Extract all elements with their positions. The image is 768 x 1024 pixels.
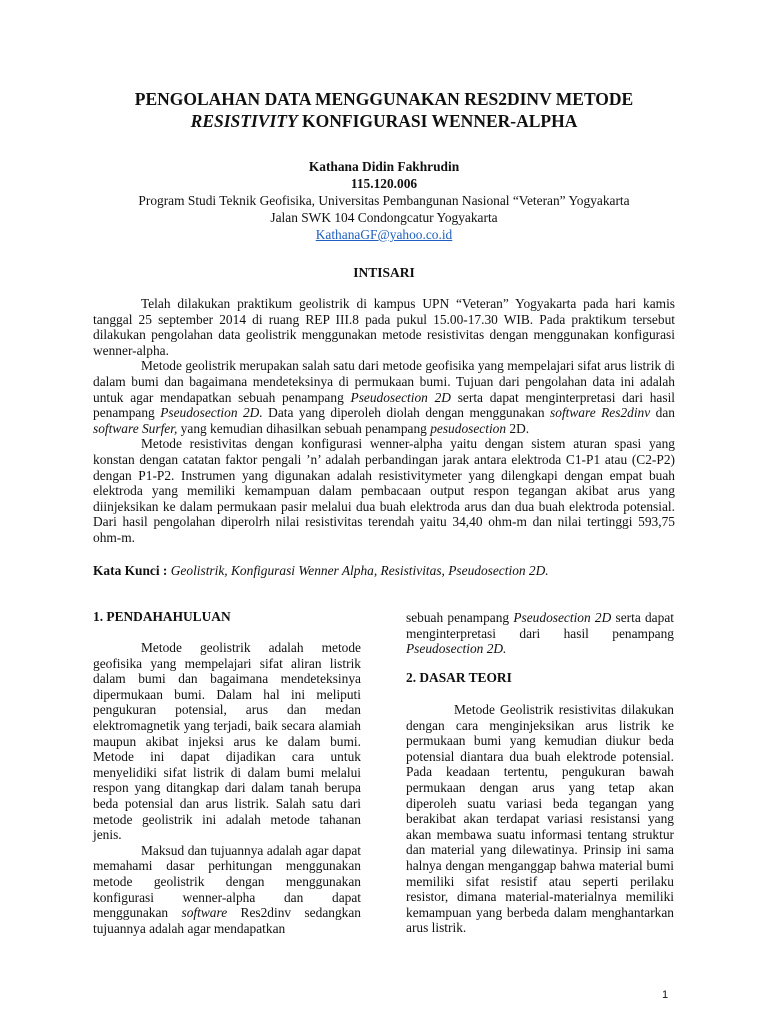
keywords-label: Kata Kunci : [93, 563, 168, 578]
section-1-body [93, 640, 361, 936]
author-id: 115.120.006 [350, 176, 418, 191]
abstract-paragraph-2 [93, 358, 675, 436]
section-1-continued-text [406, 610, 674, 657]
section-1-p2-text-b: Res2dinv sedangkan tujuannya adalah agar mendapatkan [93, 905, 361, 936]
continuation-italic-2: Pseudosection 2D. [406, 641, 507, 657]
section-1-p2-italic: software [181, 905, 228, 921]
title-line-1: PENGOLAHAN DATA MENGGUNAKAN RES2DINV METODE [134, 89, 634, 109]
abstract-paragraph-1: Telah dilakukan praktikum geolistrik di kampus UPN “Veteran” Yogyakarta pada hari kamis tanggal 25 september 2014 di ruang REP III.8 pada pukul 15.00-17.30 WIB. Pada praktikum tersebut dilakukan pengolahan data geolistrik menggunakan metode resistivitas dengan menggunakan konfigurasi wenner-alpha. [93, 296, 675, 358]
continuation-italic-1: Pseudosection 2D [513, 610, 612, 625]
paper-title [60, 88, 708, 132]
abstract-p2-italic-4: software Surfer, [93, 420, 178, 436]
page-number: 1 [662, 989, 669, 1001]
section-2-paragraph-1: Metode Geolistrik resistivitas dilakukan dengan cara menginjeksikan arus listrik ke permukaan bumi yang kemudian diukur beda potensial diantara dua buah elektrode potensial. Pada keadaan tertentu, pengukuran bawah permukaan dengan arus yang tetap akan diperoleh suatu variasi beda tegangan yang berakibat akan terdapat variasi resistansi yang akan membawa suatu informasi tentang struktur dan material yang dilewatinya. Prinsip ini sama halnya dengan menganggap bahwa material bumi memiliki sifat resistif atau seperti perilaku resistor, dimana material-materialnya memiliki kemampuan yang berbeda dalam menghantarkan arus listrik. [406, 702, 674, 936]
title-italic-word: RESISTIVITY [190, 111, 298, 131]
author-affiliation: Program Studi Teknik Geofisika, Universitas Pembangunan Nasional “Veteran” Yogyakarta [138, 193, 630, 208]
abstract-heading: INTISARI [353, 265, 415, 280]
continuation-text-b: serta dapat menginterpretasi dari hasil penampang [406, 610, 674, 641]
section-1-heading: 1. PENDAHAHULUAN [93, 609, 231, 624]
abstract-p2-text-d: dan [650, 405, 675, 421]
continuation-text-a: sebuah penampang [406, 610, 514, 625]
section-1-paragraph-1: Metode geolistrik adalah metode geofisika yang mempelajari sifat aliran listrik dalam bumi dan bagaimana mendeteksinya dipermukaan bumi. Dalam hal ini meliputi pengukuran potensial, arus dan medan elektromagnetik yang terjadi, baik secara alamiah maupun akibat injeksi arus ke dalam bumi. Metode ini dapat dijadikan cara untuk menyelidiki sifat listrik di dalam bumi melalui respon yang ditangkap dari dalam tanah berupa beda potensial dan arus listrik. Salah satu dari metode geolistrik ini adalah metode tahanan jenis. [93, 640, 361, 843]
abstract-p2-text-b: serta dapat menginterpretasi dari hasil penampang [93, 389, 676, 421]
keywords [93, 563, 675, 579]
abstract-p2-italic-1: Pseudosection 2D [350, 389, 451, 405]
author-email-link[interactable]: KathanaGF@yahoo.co.id [315, 227, 453, 242]
abstract-p2-text-c: Data yang diperoleh diolah dengan menggunakan [262, 405, 551, 421]
abstract-p2-italic-2: Pseudosection 2D. [160, 405, 263, 421]
section-1-paragraph-2 [93, 843, 361, 937]
author-block [60, 158, 708, 243]
section-2-body [406, 702, 674, 936]
abstract-p2-text-a: Metode geolistrik merupakan salah satu dari metode geofisika yang mempelajari sifat arus listrik di dalam bumi dan bagaimana mendeteksinya di permukaan bumi. Tujuan dari pengolahan data ini adalah untuk agar mendapatkan sebuah penampang [93, 358, 675, 405]
abstract-paragraph-3: Metode resistivitas dengan konfigurasi wenner-alpha yaitu dengan sistem aturan spasi yang konstan dengan catatan faktor pengali ’n’ adalah perbandingan jarak antara elektroda C1-P1 atau (C2-P2) dengan P1-P2. Instrumen yang digunakan adalah resistivitymeter yang dilengkapi dengan empat buah elektroda yang memiliki kemampuan dalam pembacaan output respon tegangan akibat arus yang diinjeksikan ke dalam permukaan pasir melalui dua buah elektroda arus dan dua buah elektroda potensial. Dari hasil pengolahan diperolrh nilai resistivitas terendah yaitu 34,40 ohm-m dan nilai tertinggi 593,75 ohm-m. [93, 436, 675, 545]
abstract-body [93, 296, 675, 546]
section-1-continuation [406, 610, 674, 657]
abstract-p2-italic-3: software Res2dinv [550, 405, 651, 421]
title-line-2 [60, 110, 708, 132]
abstract-p2-text-f: 2D. [506, 420, 530, 436]
abstract-p2-text-e: yang kemudian dihasilkan sebuah penampang [177, 420, 431, 436]
abstract-p2-italic-5: pesudosection [430, 420, 507, 436]
section-1-p2-text-a: Maksud dan tujuannya adalah agar dapat memahami dasar perhitungan menggunakan metode geolistrik dengan menggunakan konfigurasi wenner-alpha dan dapat menggunakan [93, 842, 361, 921]
title-line-2-rest: KONFIGURASI WENNER-ALPHA [297, 111, 578, 131]
section-2-heading: 2. DASAR TEORI [406, 670, 512, 685]
author-name: Kathana Didin Fakhrudin [308, 159, 460, 174]
keywords-text: Geolistrik, Konfigurasi Wenner Alpha, Resistivitas, Pseudosection 2D. [167, 563, 549, 578]
author-address: Jalan SWK 104 Condongcatur Yogyakarta [270, 210, 498, 225]
